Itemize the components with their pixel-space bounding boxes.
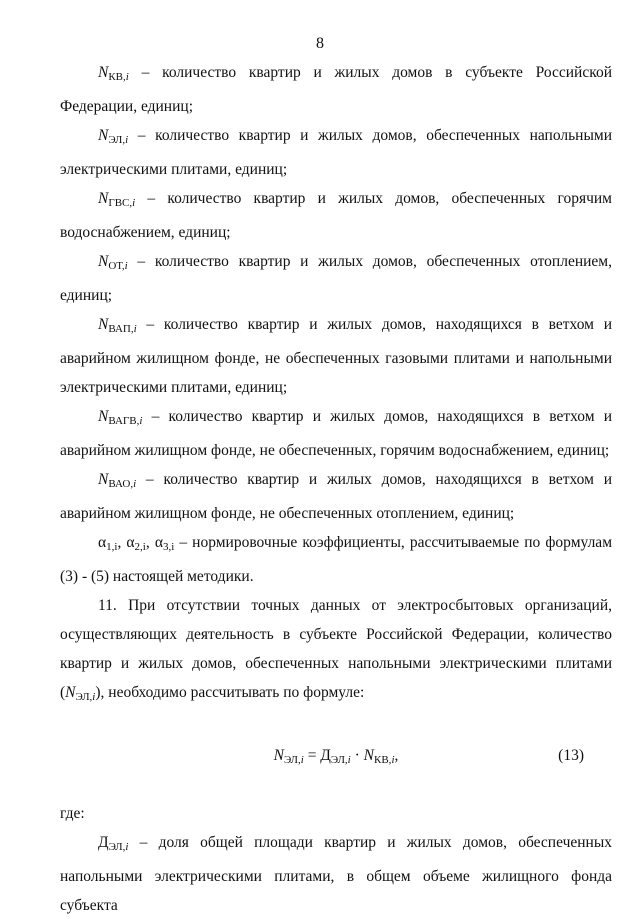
formula-lhs: N	[273, 747, 284, 764]
symbol: N	[98, 253, 109, 270]
formula-dot: ·	[350, 747, 364, 764]
alpha-1: α	[98, 534, 107, 551]
subscript: ЭЛ,	[108, 841, 126, 853]
symbol: N	[98, 471, 109, 488]
definition-n-vao	[60, 465, 612, 528]
formula-lhs-sub: ЭЛ,	[283, 754, 301, 766]
subscript: ЭЛ,	[75, 691, 93, 703]
symbol: N	[98, 190, 109, 207]
subscript-index: i	[124, 260, 128, 272]
definition-text: – количество квартир и жилых домов, обеспеченных напольными электрическими плитами, единиц;	[60, 127, 612, 178]
symbol: Д	[98, 834, 109, 851]
page-number: 8	[316, 35, 324, 52]
definition-n-ot	[60, 247, 612, 310]
symbol: N	[98, 316, 109, 333]
formula-rhs-index: i	[391, 754, 395, 766]
alpha-3-sub: 3,i	[162, 541, 175, 553]
subscript: КВ,	[108, 71, 126, 83]
alpha-2: α	[126, 534, 135, 551]
alpha-1-sub: 1,i	[106, 541, 118, 553]
definition-d-el	[60, 828, 612, 920]
definition-text: – доля общей площади квартир и жилых домов, обеспеченных напольными электрическими плитами, в общем объеме жилищного фонда субъекта	[60, 834, 612, 914]
document-body	[60, 58, 612, 920]
subscript-index: i	[133, 323, 137, 335]
formula-d-index: i	[347, 754, 351, 766]
subscript-index: i	[125, 71, 129, 83]
paragraph-11	[60, 591, 612, 712]
formula-13	[60, 741, 612, 770]
symbol: N	[98, 64, 109, 81]
subscript: ВАО,	[108, 478, 134, 490]
symbol: N	[98, 408, 109, 425]
subscript-index: i	[132, 197, 136, 209]
definition-n-gvs	[60, 184, 612, 247]
subscript-index: i	[133, 478, 137, 490]
separator: ,	[145, 534, 155, 551]
subscript: ЭЛ,	[108, 134, 126, 146]
subscript-index: i	[139, 415, 143, 427]
definition-text: – количество квартир и жилых домов, обеспеченных горячим водоснабжением, единиц;	[60, 190, 612, 241]
formula-lhs-index: i	[300, 754, 304, 766]
formula-number: (13)	[558, 747, 584, 764]
subscript: ГВС,	[108, 197, 133, 209]
subscript: ОТ,	[108, 260, 125, 272]
subscript: ВАГВ,	[108, 415, 140, 427]
paragraph-text: 11. При отсутствии точных данных от электросбытовых организаций, осуществляющих деятельность в субъекте Российской Федерации, количество квартир и жилых домов, обеспеченных напольными электрическими плитами (	[60, 597, 612, 701]
definition-text: – количество квартир и жилых домов, находящихся в ветхом и аварийном жилищном фонде, не обеспеченных отоплением, единиц;	[60, 471, 612, 522]
formula-d-sub: ЭЛ,	[330, 754, 348, 766]
paragraph-text-end: ), необходимо рассчитывать по формуле:	[95, 684, 365, 701]
subscript-index: i	[92, 691, 96, 703]
definition-text: – нормировочные коэффициенты, рассчитываемые по формулам (3) - (5) настоящей методики.	[60, 534, 612, 585]
subscript: ВАП,	[108, 323, 134, 335]
alpha-3: α	[154, 534, 163, 551]
formula-equals: = Д	[303, 747, 331, 764]
symbol: N	[98, 127, 109, 144]
where-label: где:	[60, 805, 85, 822]
alpha-2-sub: 2,i	[134, 541, 146, 553]
definition-n-el	[60, 121, 612, 184]
definition-text: – количество квартир и жилых домов, находящихся в ветхом и аварийном жилищном фонде, не обеспеченных, горячим водоснабжением, единиц;	[60, 408, 612, 459]
definition-text: – количество квартир и жилых домов, обеспеченных отоплением, единиц;	[60, 253, 612, 304]
subscript-index: i	[125, 134, 129, 146]
formula-rhs-sub: КВ,	[374, 754, 392, 766]
separator: ,	[117, 534, 127, 551]
definition-n-kv	[60, 58, 612, 121]
definition-n-vap	[60, 310, 612, 402]
formula-expression	[60, 741, 612, 775]
formula-rhs: N	[363, 747, 374, 764]
definition-text: – количество квартир и жилых домов в субъекте Российской Федерации, единиц;	[60, 64, 612, 115]
subscript-index: i	[125, 841, 129, 853]
symbol: N	[65, 684, 76, 701]
formula-tail: ,	[394, 747, 399, 764]
definition-n-vagv	[60, 402, 612, 465]
definition-text: – количество квартир и жилых домов, находящихся в ветхом и аварийном жилищном фонде, не обеспеченных газовыми плитами и напольными электрическими плитами, единиц;	[60, 316, 612, 396]
definition-alphas	[60, 528, 612, 591]
